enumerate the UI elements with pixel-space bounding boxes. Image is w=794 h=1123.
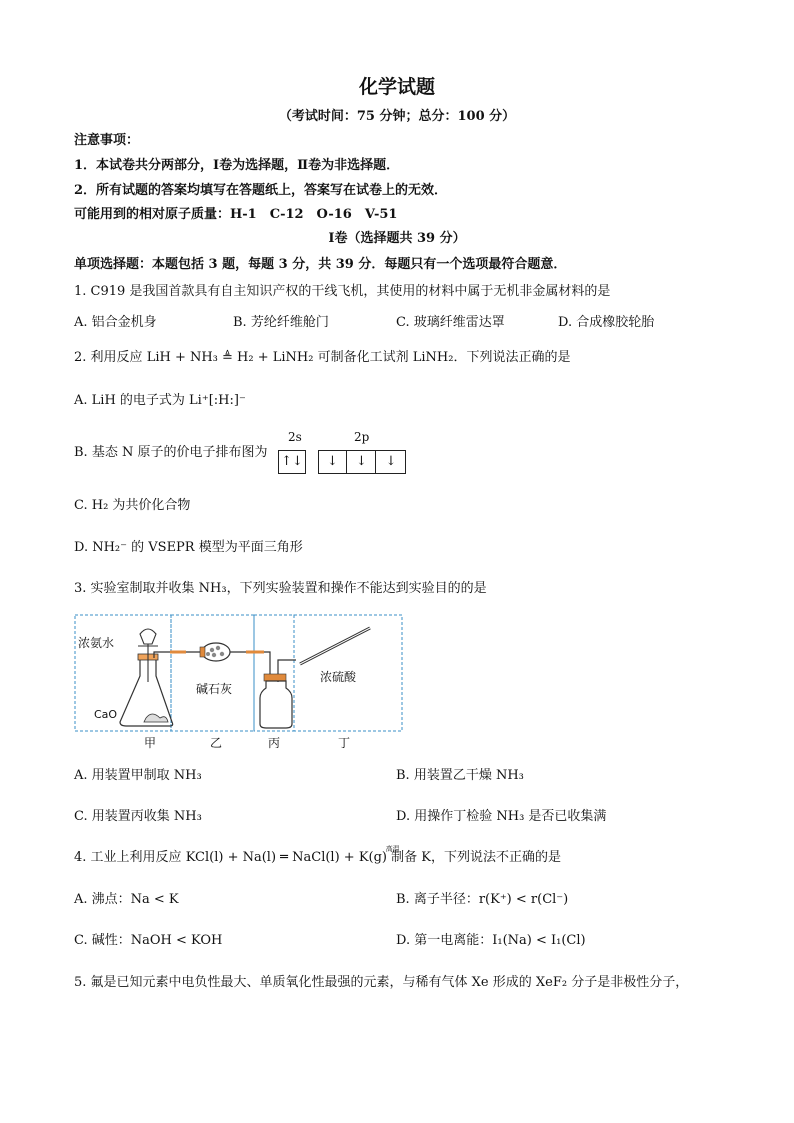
q3-option-b: B. 用装置乙干燥 NH₃	[396, 768, 524, 783]
q3-option-a: A. 用装置甲制取 NH₃	[74, 768, 202, 783]
q3-stem: 3. 实验室制取并收集 NH₃，下列实验装置和操作不能达到实验目的的是	[74, 581, 487, 596]
q4-equation-wrap	[185, 845, 400, 867]
q1-stem: 1. C919 是我国首款具有自主知识产权的干线飞机，其使用的材料中属于无机非金属材料的是	[74, 284, 611, 299]
drying-tube-bulb	[202, 643, 230, 661]
q2-stem-suffix: 可制备化工试剂 LiNH₂．下列说法正确的是	[317, 350, 571, 365]
q3-option-c: C. 用装置丙收集 NH₃	[74, 809, 202, 824]
q3-option-d: D. 用操作丁检验 NH₃ 是否已收集满	[396, 809, 607, 824]
orbital-2s-arrows: ↑↓	[281, 454, 303, 469]
panel-yi-frame	[171, 615, 254, 731]
collecting-bottle	[260, 681, 292, 728]
bottle-stopper	[264, 674, 286, 681]
q1-option-c: C. 玻璃纤维雷达罩	[396, 315, 505, 330]
label-cao: CaO	[94, 708, 118, 721]
orbital-diagram	[278, 428, 418, 478]
orbital-box-2p	[318, 450, 406, 474]
panel-label-yi: 乙	[210, 736, 223, 750]
q2-equation: LiH + NH₃ ≜ H₂ + LiNH₂	[146, 350, 314, 365]
q2-stem	[74, 349, 570, 367]
cao-solid	[144, 714, 168, 722]
atomic-mass-line: 可能用到的相对原子质量：H-1 C-12 O-16 V-51	[74, 207, 398, 222]
section-instruction: 单项选择题：本题包括 3 题，每题 3 分，共 39 分．每题只有一个选项最符合题意．	[74, 257, 567, 272]
q4-stem	[74, 845, 561, 867]
notes-item-2: 2．所有试题的答案均填写在答题纸上，答案写在试卷上的无效．	[74, 183, 448, 198]
q2-option-b: B. 基态 N 原子的价电子排布图为	[74, 445, 268, 460]
orbital-box-2s	[278, 450, 306, 474]
orbital-label-2p: 2p	[354, 430, 370, 444]
orbital-2p-1: ↓	[319, 451, 347, 473]
q1-option-a: A. 铝合金机身	[74, 315, 157, 330]
q4-option-a: A. 沸点：Na < K	[74, 892, 179, 907]
q4-option-c: C. 碱性：NaOH < KOH	[74, 933, 223, 948]
orbital-label-2s: 2s	[288, 430, 302, 444]
q5-stem: 5. 氟是已知元素中电负性最大、单质氧化性最强的元素，与稀有气体 Xe 形成的 XeF₂ 分子是非极性分子，	[74, 975, 689, 990]
orbital-2p-3: ↓	[385, 454, 397, 469]
conical-flask	[120, 658, 173, 726]
apparatus-diagram	[74, 614, 404, 750]
panel-label-ding: 丁	[338, 736, 351, 750]
q1-option-b: B. 芳纶纤维舱门	[233, 315, 329, 330]
q4-eq-condition: 高温	[385, 845, 400, 853]
q2-stem-prefix: 2. 利用反应	[74, 350, 143, 365]
q1-option-d: D. 合成橡胶轮胎	[558, 315, 655, 330]
q4-equation: KCl(l) + Na(l) ═ NaCl(l) + K(g)	[185, 850, 387, 865]
separatory-funnel	[140, 629, 156, 644]
panel-label-jia: 甲	[144, 736, 157, 750]
label-ammonia: 浓氨水	[78, 636, 115, 650]
panel-label-bing: 丙	[268, 736, 281, 750]
notes-heading: 注意事项：	[74, 133, 140, 148]
q2-option-a: A. LiH 的电子式为 Li⁺[:H:]⁻	[74, 393, 246, 408]
q2-option-c: C. H₂ 为共价化合物	[74, 498, 191, 513]
q4-stem-suffix: 制备 K，下列说法不正确的是	[391, 850, 561, 865]
q4-stem-prefix: 4. 工业上利用反应	[74, 850, 182, 865]
q2-option-d: D. NH₂⁻ 的 VSEPR 模型为平面三角形	[74, 540, 303, 555]
page-title: 化学试题	[358, 76, 435, 98]
notes-item-1: 1．本试卷共分两部分，Ⅰ卷为选择题，Ⅱ卷为非选择题．	[74, 158, 400, 173]
q4-option-d: D. 第一电离能：I₁(Na) < I₁(Cl)	[396, 933, 586, 948]
q4-option-b: B. 离子半径：r(K⁺) < r(Cl⁻)	[396, 892, 569, 907]
label-sodalime: 碱石灰	[196, 682, 233, 696]
orbital-2p-2: ↓	[348, 451, 376, 473]
section-title: Ⅰ卷（选择题共 39 分）	[328, 231, 466, 246]
page-subtitle: （考试时间：75 分钟；总分：100 分）	[278, 109, 516, 124]
label-acid: 浓硫酸	[320, 670, 357, 684]
